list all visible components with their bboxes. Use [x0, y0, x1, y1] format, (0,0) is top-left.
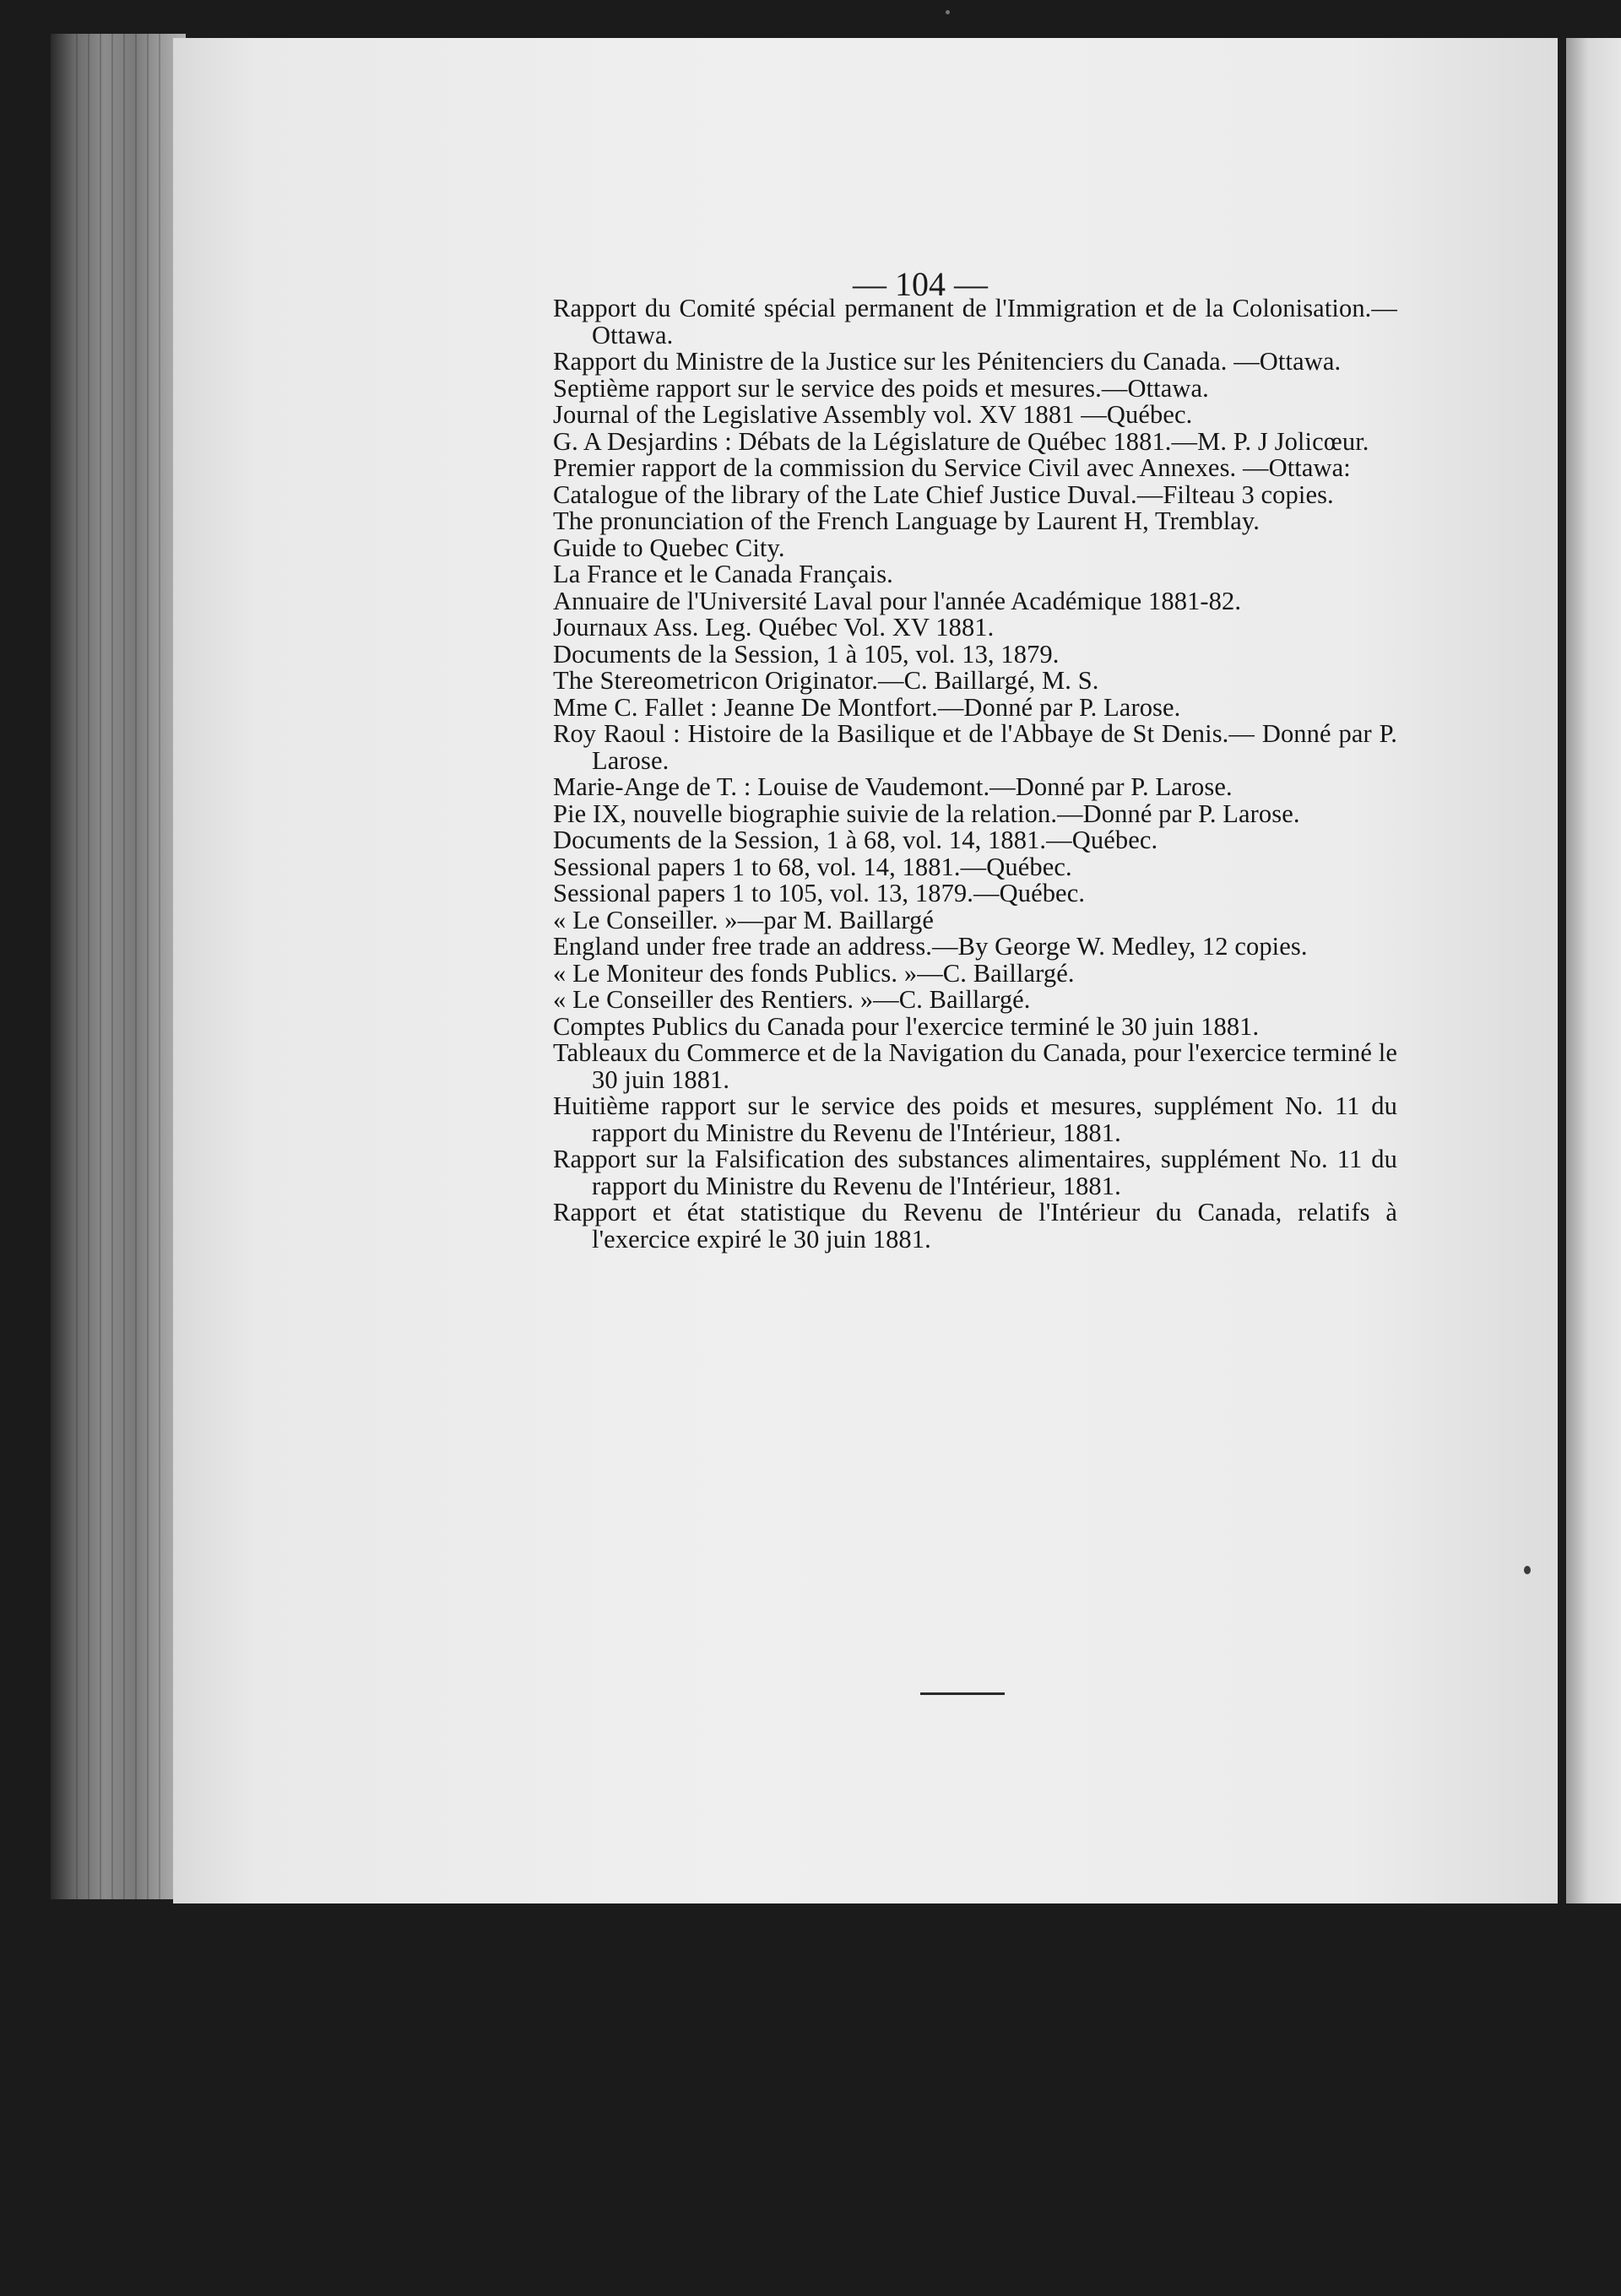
list-item: Septième rapport sur le service des poids et mesures.—Ottawa.: [553, 373, 1209, 403]
list-item: Huitième rapport sur le service des poids et mesures, supplément No. 11 du rapport du Ministre du Revenu de l'Intérieur, 1881.: [553, 1091, 1397, 1147]
list-item: Guide to Quebec City.: [553, 533, 785, 562]
list-item: « Le Conseiller. »—par M. Baillargé: [553, 905, 935, 934]
list-item: Rapport du Comité spécial permanent de l'Immigration et de la Colonisation.—Ottawa.: [553, 294, 1397, 349]
list-item: Comptes Publics du Canada pour l'exercice terminé le 30 juin 1881.: [553, 1011, 1260, 1041]
scan-speck: [946, 10, 950, 14]
list-item: Sessional papers 1 to 105, vol. 13, 1879.—Québec.: [553, 879, 1086, 907]
page-edges: [76, 34, 169, 1899]
list-item: Sessional papers 1 to 68, vol. 14, 1881.—Québec.: [553, 852, 1072, 881]
list-item: Rapport et état statistique du Revenu de l'Intérieur du Canada, relatifs à l'exercice expiré le 30 juin 1881.: [553, 1198, 1397, 1254]
list-item: G. A Desjardins : Débats de la Législature de Québec 1881.—M. P. J Jolicœur.: [553, 426, 1369, 456]
list-item: Annuaire de l'Université Laval pour l'année Académique 1881-82.: [553, 586, 1242, 615]
closing-rule: [920, 1692, 1005, 1695]
list-item: Tableaux du Commerce et de la Navigation du Canada, pour l'exercice terminé le 30 juin 1881.: [553, 1038, 1397, 1094]
list-item: The Stereometricon Originator.—C. Baillargé, M. S.: [553, 666, 1099, 695]
list-item: Rapport sur la Falsification des substances alimentaires, supplément No. 11 du rapport du Ministre du Revenu de l'Intérieur, 1881.: [553, 1145, 1397, 1200]
list-item: Roy Raoul : Histoire de la Basilique et de l'Abbaye de St Denis.— Donné par P. Larose.: [553, 719, 1397, 775]
list-item: Documents de la Session, 1 à 68, vol. 14, 1881.—Québec.: [553, 826, 1158, 854]
list-item: Catalogue of the library of the Late Chief Justice Duval.—Filteau 3 copies.: [553, 479, 1334, 509]
catalogue-list: [553, 295, 1397, 1253]
list-item: Marie-Ange de T. : Louise de Vaudemont.—Donné par P. Larose.: [553, 772, 1233, 801]
list-item: England under free trade an address.—By George W. Medley, 12 copies.: [553, 932, 1308, 961]
list-item: Rapport du Ministre de la Justice sur les Pénitenciers du Canada. —Ottawa.: [553, 347, 1342, 376]
list-item: « Le Moniteur des fonds Publics. »—C. Baillargé.: [553, 958, 1075, 988]
list-item: Premier rapport de la commission du Service Civil avec Annexes. —Ottawa:: [553, 453, 1351, 482]
list-item: The pronunciation of the French Language by Laurent H, Tremblay.: [553, 506, 1260, 535]
scan-speck: [1524, 1566, 1531, 1574]
list-item: Mme C. Fallet : Jeanne De Montfort.—Donné par P. Larose.: [553, 692, 1181, 722]
list-item: Pie IX, nouvelle biographie suivie de la relation.—Donné par P. Larose.: [553, 799, 1300, 828]
list-item: « Le Conseiller des Rentiers. »—C. Baillargé.: [553, 985, 1031, 1014]
list-item: Journal of the Legislative Assembly vol. XV 1881 —Québec.: [553, 400, 1193, 429]
list-item: La France et le Canada Français.: [553, 560, 893, 588]
list-item: Documents de la Session, 1 à 105, vol. 13, 1879.: [553, 639, 1060, 669]
page-number: — 104 —: [853, 265, 988, 303]
list-item: Journaux Ass. Leg. Québec Vol. XV 1881.: [553, 613, 995, 642]
facing-page-edge: [1566, 38, 1621, 1903]
